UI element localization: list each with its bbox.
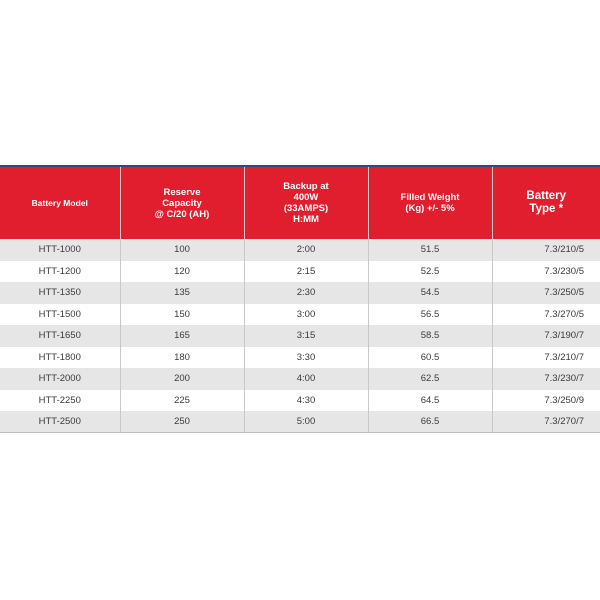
table-header-row [0,166,600,239]
cell-reserve-capacity: 100 [120,239,244,261]
cell-battery-model: HTT-1650 [0,325,120,347]
cell-filled-weight: 51.5 [368,239,492,261]
cell-reserve-capacity: 200 [120,368,244,390]
cell-battery-type: 7.3/250/5 [492,282,600,304]
cell-filled-weight: 56.5 [368,304,492,326]
cell-reserve-capacity: 250 [120,411,244,433]
table-row [0,347,600,369]
cell-filled-weight: 60.5 [368,347,492,369]
header-battery-model: Battery Model [0,166,120,239]
cell-battery-model: HTT-2000 [0,368,120,390]
cell-filled-weight: 54.5 [368,282,492,304]
cell-battery-model: HTT-1000 [0,239,120,261]
cell-battery-type: 7.3/270/7 [492,411,600,433]
table-row [0,261,600,283]
cell-battery-type: 7.3/250/9 [492,390,600,412]
table-row [0,411,600,433]
cell-battery-type: 7.3/230/5 [492,261,600,283]
cell-battery-model: HTT-1200 [0,261,120,283]
cell-backup-time: 4:00 [244,368,368,390]
cell-reserve-capacity: 225 [120,390,244,412]
cell-battery-model: HTT-1500 [0,304,120,326]
cell-backup-time: 2:00 [244,239,368,261]
cell-battery-type: 7.3/210/5 [492,239,600,261]
cell-backup-time: 2:15 [244,261,368,283]
cell-filled-weight: 66.5 [368,411,492,433]
cell-reserve-capacity: 165 [120,325,244,347]
cell-filled-weight: 64.5 [368,390,492,412]
header-backup-time: Backup at 400W (33AMPS) H:MM [244,166,368,239]
header-filled-weight: Filled Weight (Kg) +/- 5% [368,166,492,239]
cell-battery-model: HTT-1800 [0,347,120,369]
table-row [0,368,600,390]
cell-battery-type: 7.3/210/7 [492,347,600,369]
cell-backup-time: 3:00 [244,304,368,326]
table-row [0,239,600,261]
cell-reserve-capacity: 120 [120,261,244,283]
cell-battery-model: HTT-2250 [0,390,120,412]
table-body [0,239,600,433]
cell-battery-model: HTT-1350 [0,282,120,304]
cell-filled-weight: 62.5 [368,368,492,390]
cell-reserve-capacity: 135 [120,282,244,304]
battery-spec-table [0,165,600,433]
cell-reserve-capacity: 150 [120,304,244,326]
cell-backup-time: 3:15 [244,325,368,347]
header-reserve-capacity: Reserve Capacity @ C/20 (AH) [120,166,244,239]
cell-battery-type: 7.3/190/7 [492,325,600,347]
cell-battery-type: 7.3/270/5 [492,304,600,326]
cell-filled-weight: 58.5 [368,325,492,347]
header-battery-type: Battery Type * [492,166,600,239]
cell-backup-time: 5:00 [244,411,368,433]
cell-filled-weight: 52.5 [368,261,492,283]
table-row [0,304,600,326]
cell-reserve-capacity: 180 [120,347,244,369]
table-row [0,282,600,304]
cell-backup-time: 3:30 [244,347,368,369]
cell-backup-time: 4:30 [244,390,368,412]
cell-battery-model: HTT-2500 [0,411,120,433]
table-row [0,325,600,347]
table-row [0,390,600,412]
cell-battery-type: 7.3/230/7 [492,368,600,390]
cell-backup-time: 2:30 [244,282,368,304]
